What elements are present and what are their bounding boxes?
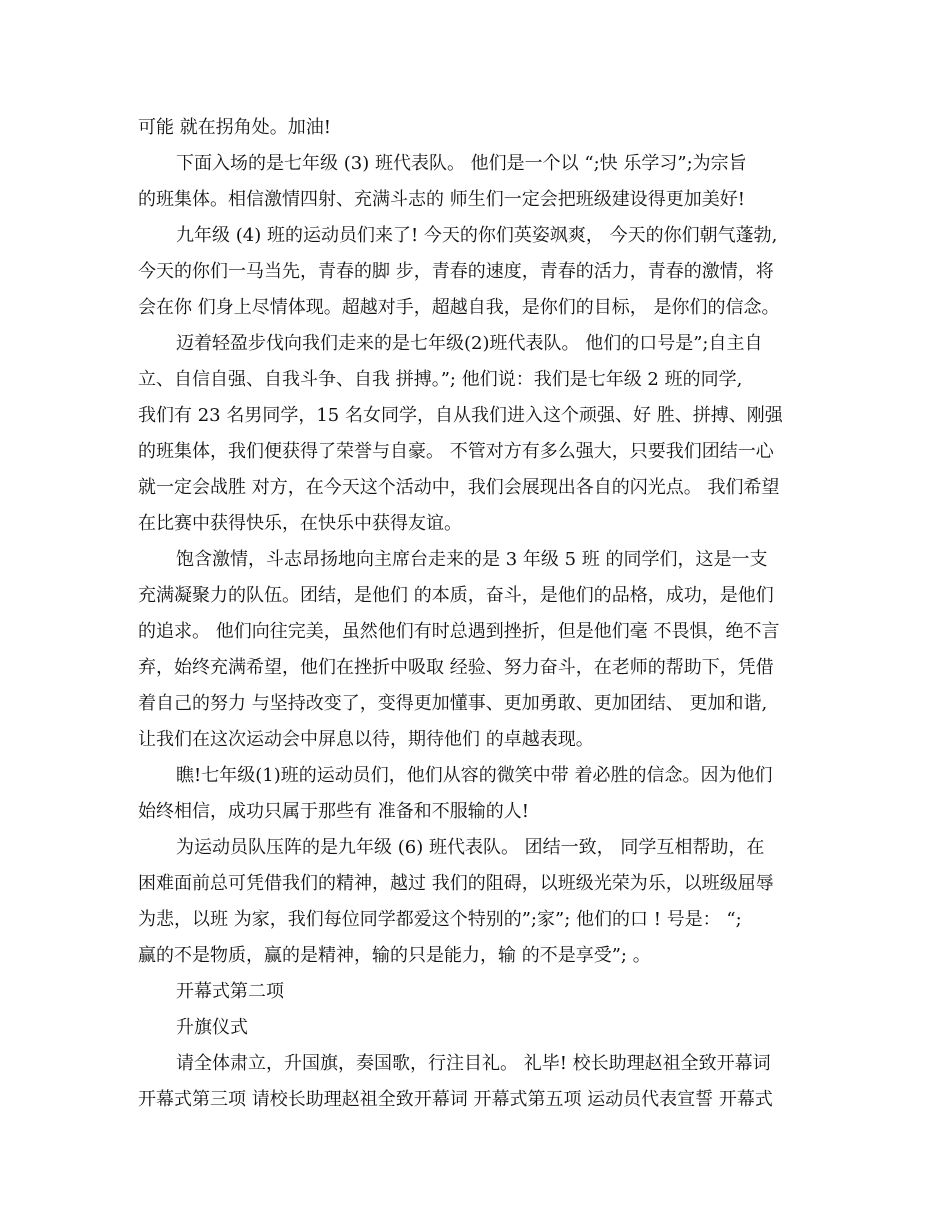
text-line: 的追求。 他们向往完美，虽然他们有时总遇到挫折，但是他们毫 不畏惧，绝不言 [138, 621, 780, 642]
text-line: 在比赛中获得快乐，在快乐中获得友谊。 [138, 513, 462, 534]
text-line: 今天的你们一马当先，青春的脚 步，青春的速度，青春的活力，青春的激情，将 [138, 261, 774, 282]
paragraph-start-line: 饱含激情，斗志昂扬地向主席台走来的是 3 年级 5 班 的同学们，这是一支 [176, 549, 768, 570]
text-line: 我们有 23 名男同学，15 名女同学，自从我们进入这个顽强、好 胜、拼搏、刚强 [138, 405, 783, 426]
text-line: 困难面前总可凭借我们的精神，越过 我们的阻碍，以班级光荣为乐，以班级屈辱 [138, 873, 774, 894]
paragraph-start-line: 九年级 (4) 班的运动员们来了! 今天的你们英姿飒爽， 今天的你们朝气蓬勃, [176, 225, 778, 246]
paragraph-start-line: 下面入场的是七年级 (3) 班代表队。 他们是一个以 “;快 乐学习”;为宗旨 [176, 153, 747, 174]
paragraph-start-line: 请全体肃立，升国旗，奏国歌，行注目礼。 礼毕! 校长助理赵祖全致开幕词 [176, 1053, 771, 1074]
text-line: 会在你 们身上尽情体现。超越对手，超越自我，是你们的目标， 是你们的信念。 [138, 297, 780, 318]
text-line: 为悲，以班 为家，我们每位同学都爱这个特别的”;家”; 他们的口 ! 号是： “; [138, 909, 742, 930]
text-line: 充满凝聚力的队伍。团结，是他们 的本质，奋斗，是他们的品格，成功，是他们 [138, 585, 774, 606]
text-line: 着自己的努力 与坚持改变了，变得更加懂事、更加勇敢、更加团结、 更加和谐, [138, 693, 768, 714]
text-line: 的班集体，我们便获得了荣誉与自豪。 不管对方有多么强大，只要我们团结一心 [138, 441, 774, 462]
text-line: 赢的不是物质，赢的是精神，输的只是能力，输 的不是享受”; 。 [138, 945, 651, 966]
paragraph-start-line: 为运动员队压阵的是九年级 (6) 班代表队。 团结一致， 同学互相帮助，在 [176, 837, 765, 858]
text-line: 就一定会战胜 对方，在今天这个活动中，我们会展现出各自的闪光点。 我们希望 [138, 477, 780, 498]
text-line: 让我们在这次运动会中屏息以待，期待他们 的卓越表现。 [138, 729, 594, 750]
text-line: 的班集体。相信激情四射、充满斗志的 师生们一定会把班级建设得更加美好! [138, 189, 745, 210]
paragraph-start-line: 迈着轻盈步伐向我们走来的是七年级(2)班代表队。 他们的口号是”;自主自 [176, 333, 763, 354]
text-line: 可能 就在拐角处。加油! [138, 117, 331, 138]
text-line: 立、自信自强、自我斗争、自我 拼搏。”; 他们说：我们是七年级 2 班的同学, [138, 369, 743, 390]
section-heading: 升旗仪式 [176, 1017, 248, 1038]
paragraph-start-line: 瞧!七年级(1)班的运动员们，他们从容的微笑中带 着必胜的信念。因为他们 [176, 765, 773, 786]
text-line: 弃，始终充满希望，他们在挫折中吸取 经验、努力奋斗，在老师的帮助下，凭借 [138, 657, 774, 678]
section-heading: 开幕式第二项 [176, 981, 284, 1002]
text-line: 开幕式第三项 请校长助理赵祖全致开幕词 开幕式第五项 运动员代表宣誓 开幕式 [138, 1089, 773, 1110]
text-line: 始终相信，成功只属于那些有 准备和不服输的人! [138, 801, 529, 822]
